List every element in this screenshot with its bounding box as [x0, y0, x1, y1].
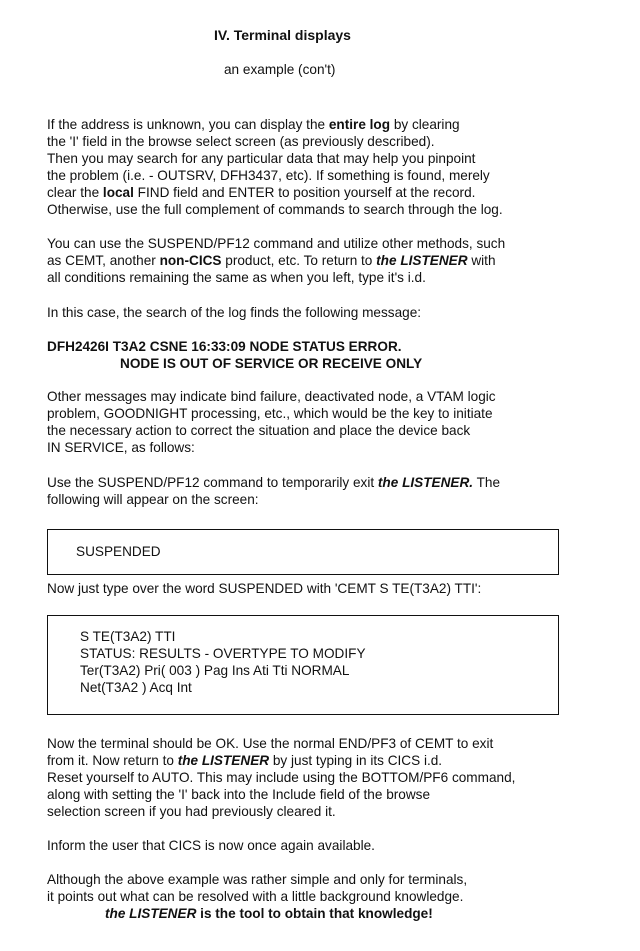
- text-line: IN SERVICE, as follows:: [47, 440, 195, 455]
- paragraph-return: [47, 735, 617, 820]
- paragraph-overtype: [47, 580, 617, 597]
- emphasis-text: the LISTENER: [177, 753, 270, 768]
- text-line: clear the local FIND field and ENTER to position yourself at the record.: [47, 185, 476, 200]
- screen-text: SUSPENDED: [76, 544, 161, 559]
- closing-line: the LISTENER is the tool to obtain that knowledge!: [105, 906, 433, 921]
- text-line: the problem (i.e. - OUTSRV, DFH3437, etc). If something is found, merely: [47, 168, 490, 183]
- text-line: Other messages may indicate bind failure, deactivated node, a VTAM logic: [47, 389, 496, 404]
- emphasis-text: entire log: [328, 117, 391, 132]
- paragraph-other-messages: [47, 388, 617, 456]
- paragraph-log-search: [47, 116, 617, 218]
- text-line: all conditions remaining the same as when you left, type it's i.d.: [47, 270, 426, 285]
- text-line: You can use the SUSPEND/PF12 command and utilize other methods, such: [47, 236, 506, 251]
- text-line: If the address is unknown, you can display the entire log by clearing: [47, 117, 460, 132]
- paragraph-conclusion: [47, 871, 617, 905]
- emphasis-text: the LISTENER: [105, 906, 197, 921]
- paragraph-inform-user: [47, 837, 617, 854]
- text-line: Then you may search for any particular data that may help you pinpoint: [47, 151, 476, 166]
- text-line: problem, GOODNIGHT processing, etc., which would be the key to initiate: [47, 406, 493, 421]
- error-message-line-2: NODE IS OUT OF SERVICE OR RECEIVE ONLY: [120, 356, 423, 371]
- text-line: along with setting the 'I' back into the Include field of the browse: [47, 787, 431, 802]
- text-line: Use the SUSPEND/PF12 command to temporarily exit the LISTENER. The: [47, 475, 501, 490]
- text-line: Otherwise, use the full complement of commands to search through the log.: [47, 202, 503, 217]
- screen-box-suspended: [47, 529, 559, 575]
- page-subtitle: an example (con't): [224, 62, 336, 77]
- text-line: it points out what can be resolved with a little background knowledge.: [47, 889, 464, 904]
- text-line: In this case, the search of the log finds the following message:: [47, 305, 422, 320]
- screen-text: [80, 628, 366, 696]
- emphasis-text: the LISTENER.: [377, 475, 474, 490]
- text-line: Inform the user that CICS is now once again available.: [47, 838, 375, 853]
- text-line: the 'I' field in the browse select screen (as previously described).: [47, 134, 435, 149]
- text-line: Although the above example was rather simple and only for terminals,: [47, 872, 468, 887]
- screen-line: Net(T3A2 ) Acq Int: [80, 680, 192, 695]
- error-message-line-1: DFH2426I T3A2 CSNE 16:33:09 NODE STATUS ERROR.: [47, 339, 402, 354]
- text-line: Now just type over the word SUSPENDED with 'CEMT S TE(T3A2) TTI':: [47, 581, 482, 596]
- text-line: the necessary action to correct the situation and place the device back: [47, 423, 471, 438]
- screen-line: STATUS: RESULTS - OVERTYPE TO MODIFY: [80, 646, 366, 661]
- error-message: [47, 338, 422, 372]
- text-line: selection screen if you had previously cleared it.: [47, 804, 336, 819]
- screen-line: Ter(T3A2) Pri( 003 ) Pag Ins Ati Tti NORMAL: [80, 663, 350, 678]
- text-line: Now the terminal should be OK. Use the normal END/PF3 of CEMT to exit: [47, 736, 494, 751]
- text-line: Reset yourself to AUTO. This may include using the BOTTOM/PF6 command,: [47, 770, 516, 785]
- text-line: as CEMT, another non-CICS product, etc. To return to the LISTENER with: [47, 253, 496, 268]
- page-title: IV. Terminal displays: [214, 27, 351, 43]
- emphasis-text: the LISTENER: [376, 253, 468, 268]
- paragraph-temporary-exit: [47, 474, 617, 508]
- text-line: following will appear on the screen:: [47, 492, 259, 507]
- paragraph-search-result: [47, 304, 617, 321]
- emphasis-text: local: [102, 185, 134, 200]
- text-line: from it. Now return to the LISTENER by just typing in its CICS i.d.: [47, 753, 443, 768]
- paragraph-suspend: [47, 235, 617, 286]
- screen-box-cemt: [47, 615, 559, 715]
- emphasis-text: non-CICS: [159, 253, 222, 268]
- screen-line: S TE(T3A2) TTI: [80, 629, 176, 644]
